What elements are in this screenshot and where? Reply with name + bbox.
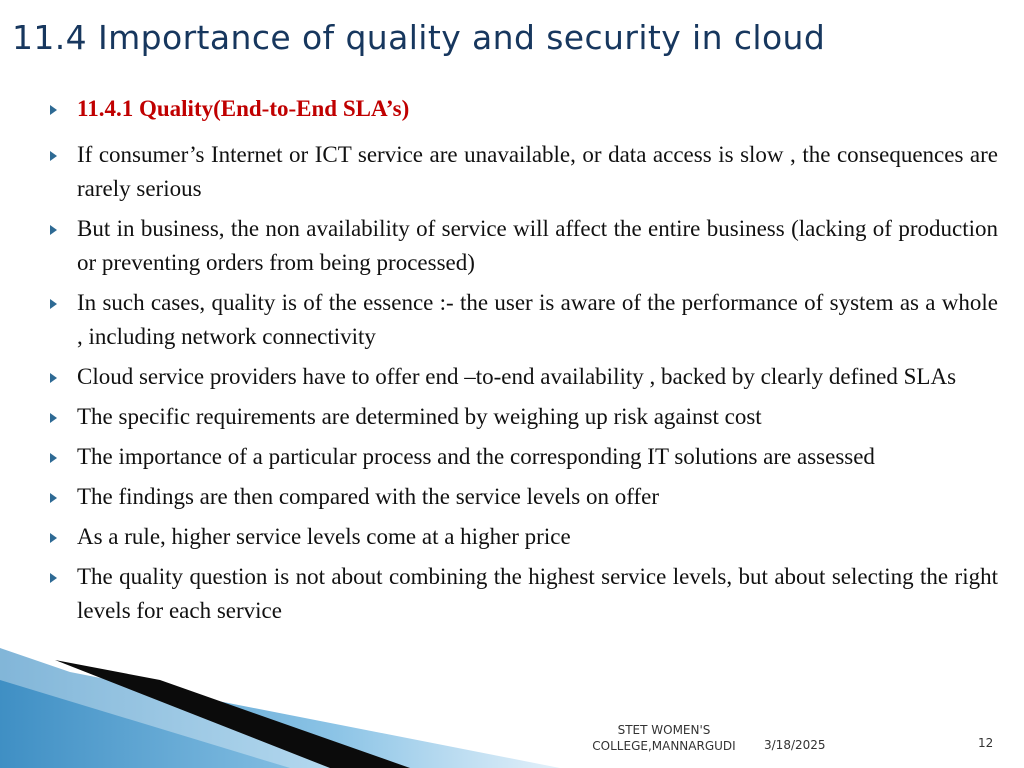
bullet-list bbox=[46, 92, 998, 634]
triangle-bullet-icon bbox=[50, 573, 57, 583]
footer-org-line1: STET WOMEN'S bbox=[617, 723, 711, 737]
list-item bbox=[46, 520, 998, 554]
slide-number: 12 bbox=[978, 736, 994, 750]
list-item bbox=[46, 560, 998, 628]
list-item-text: As a rule, higher service levels come at a higher price bbox=[77, 524, 571, 549]
list-item-text: In such cases, quality is of the essence :- the user is aware of the performance of system as a whole , including network connectivity bbox=[77, 290, 998, 349]
list-item-text: The specific requirements are determined by weighing up risk against cost bbox=[77, 404, 762, 429]
footer-organization bbox=[580, 722, 748, 754]
list-item bbox=[46, 212, 998, 280]
list-item bbox=[46, 480, 998, 514]
list-item bbox=[46, 286, 998, 354]
list-item-text: The importance of a particular process and the corresponding IT solutions are assessed bbox=[77, 444, 875, 469]
corner-swoosh-decoration bbox=[0, 640, 560, 768]
triangle-bullet-icon bbox=[50, 151, 57, 161]
list-item bbox=[46, 360, 998, 394]
footer-org-line2: COLLEGE,MANNARGUDI bbox=[592, 739, 736, 753]
triangle-bullet-icon bbox=[50, 225, 57, 235]
triangle-bullet-icon bbox=[50, 453, 57, 463]
triangle-bullet-icon bbox=[50, 533, 57, 543]
list-item-text: If consumer’s Internet or ICT service are unavailable, or data access is slow , the consequences are rarely serious bbox=[77, 142, 998, 201]
triangle-bullet-icon bbox=[50, 493, 57, 503]
list-item bbox=[46, 138, 998, 206]
list-item bbox=[46, 440, 998, 474]
list-item bbox=[46, 400, 998, 434]
triangle-bullet-icon bbox=[50, 373, 57, 383]
subheading-text: 11.4.1 Quality(End-to-End SLA’s) bbox=[77, 96, 410, 121]
subheading-item bbox=[46, 92, 998, 126]
list-item-text: The quality question is not about combining the highest service levels, but about selecting the right levels for each service bbox=[77, 564, 998, 623]
triangle-bullet-icon bbox=[50, 413, 57, 423]
footer-date: 3/18/2025 bbox=[764, 738, 826, 752]
slide-title: 11.4 Importance of quality and security in cloud bbox=[12, 18, 826, 57]
list-item-text: But in business, the non availability of service will affect the entire business (lacking of production or preventing orders from being processed) bbox=[77, 216, 998, 275]
triangle-bullet-icon bbox=[50, 105, 57, 115]
list-item-text: The findings are then compared with the service levels on offer bbox=[77, 484, 660, 509]
list-item-text: Cloud service providers have to offer end –to-end availability , backed by clearly defined SLAs bbox=[77, 364, 957, 389]
triangle-bullet-icon bbox=[50, 299, 57, 309]
